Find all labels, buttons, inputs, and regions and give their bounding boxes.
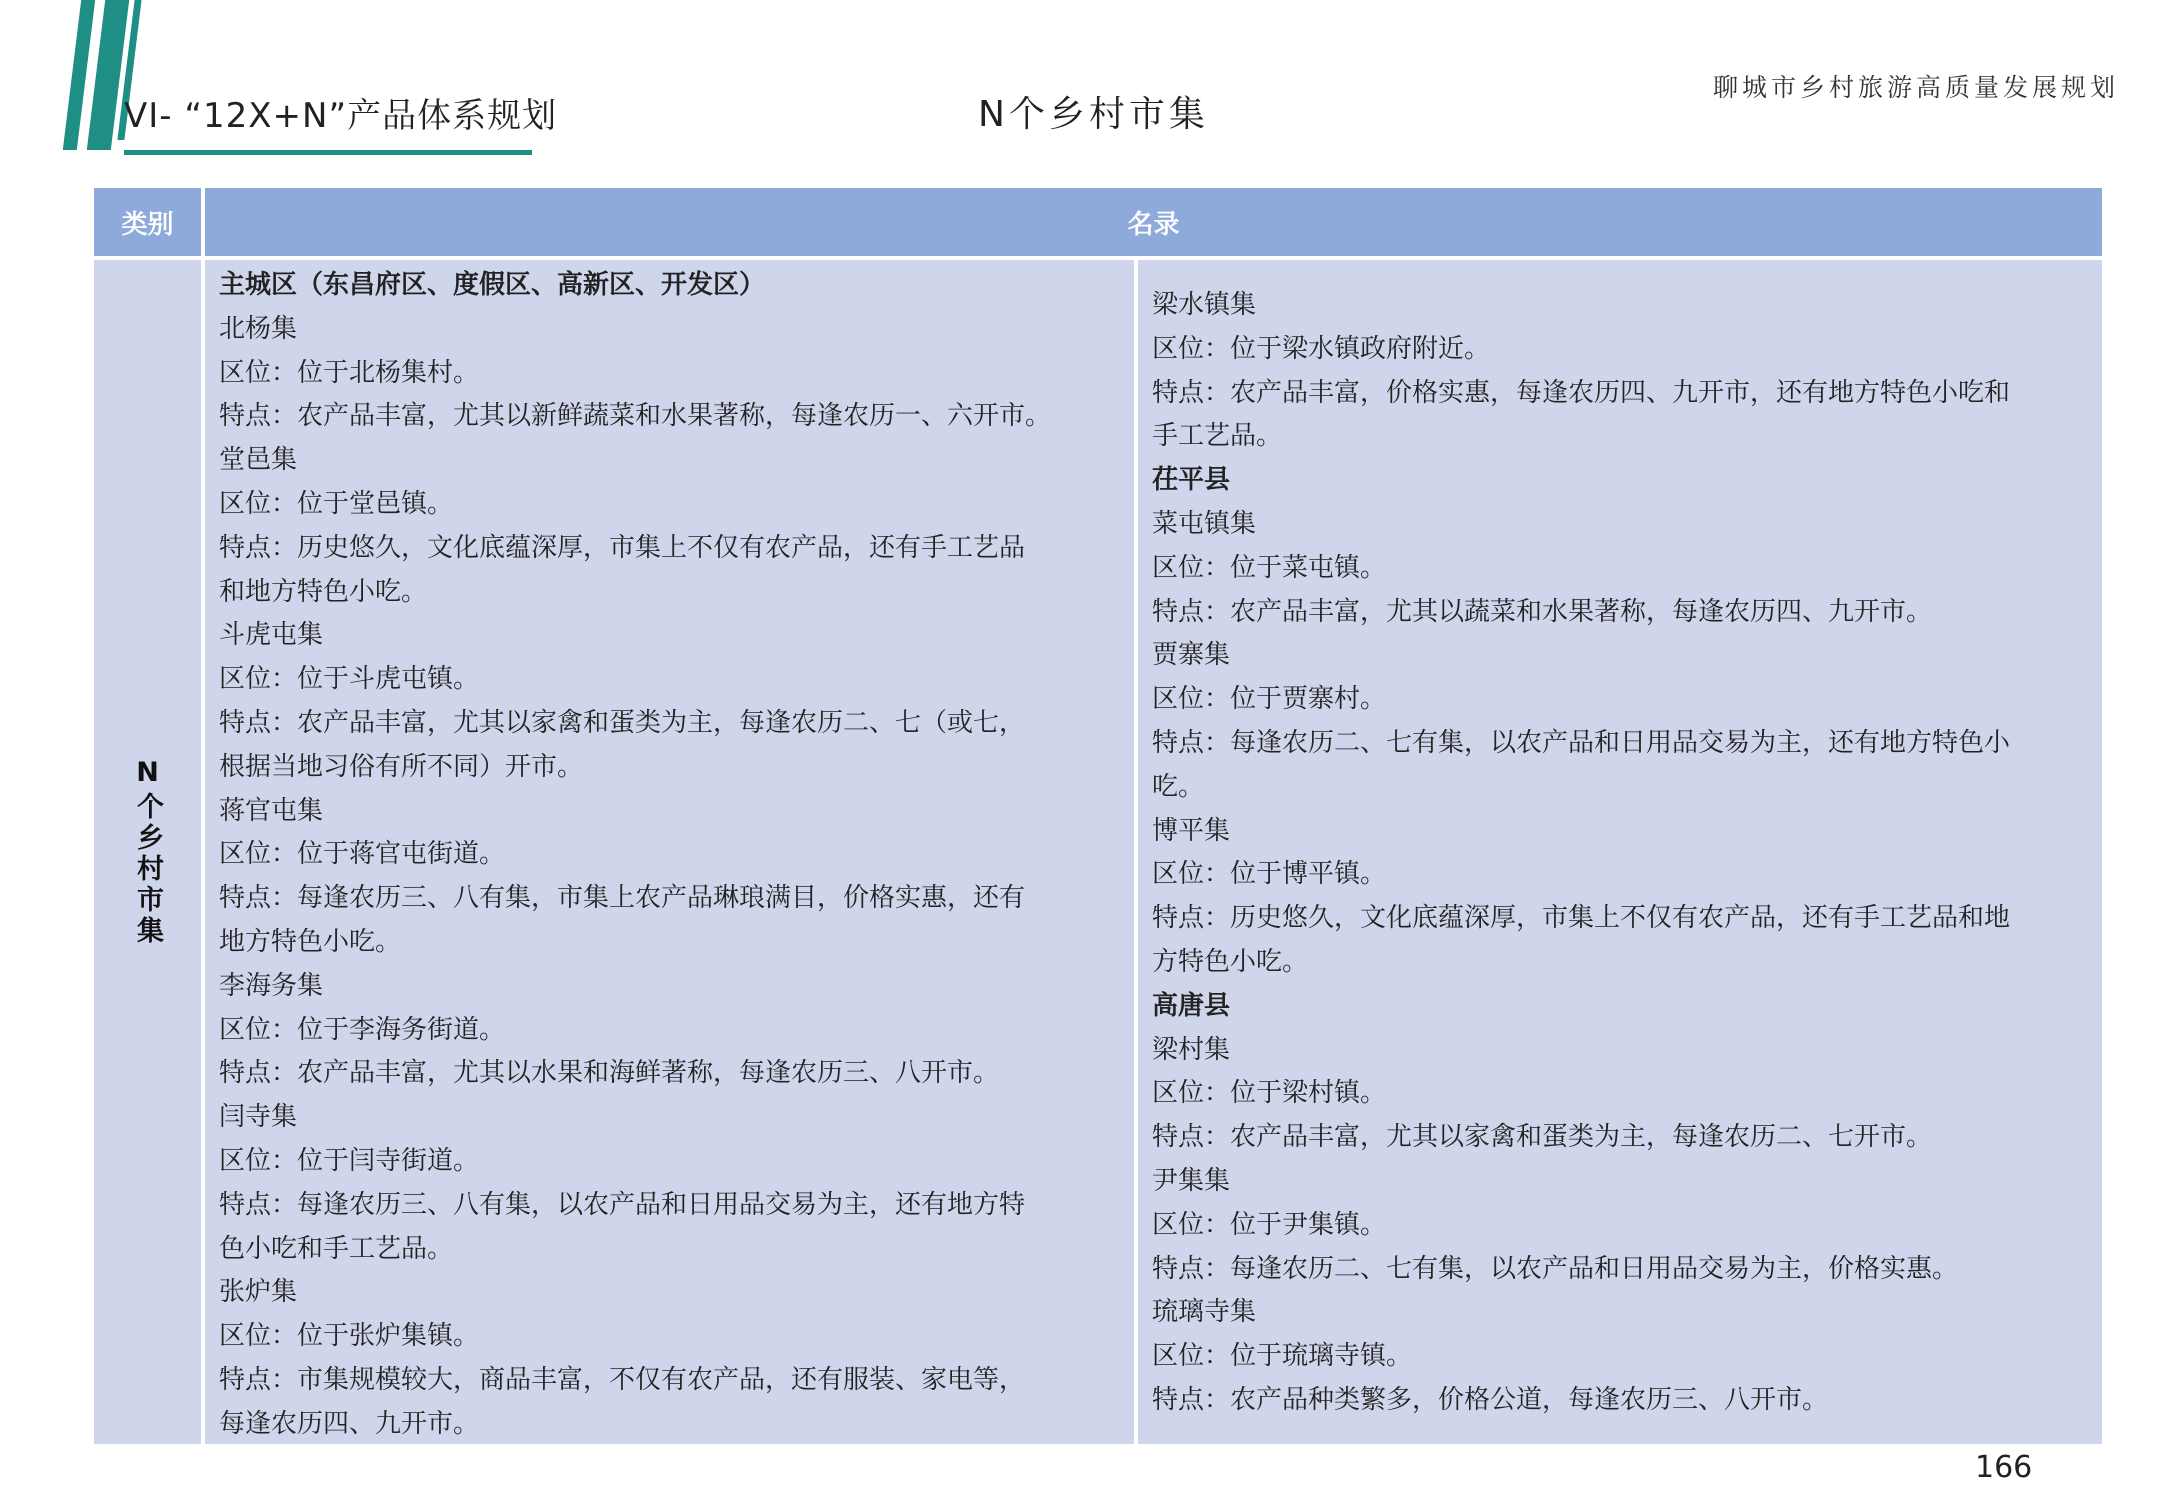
- list-item: 色小吃和手工艺品。: [219, 1233, 454, 1264]
- list-item: 每逢农历四、九开市。: [219, 1408, 480, 1439]
- list-item: 梁水镇集: [1152, 290, 1257, 320]
- market-table: [94, 188, 2102, 1444]
- list-item: 地方特色小吃。: [219, 926, 402, 957]
- list-item: 区位：位于闫寺街道。: [219, 1145, 480, 1176]
- list-item: 特点：每逢农历三、八有集，以农产品和日用品交易为主，还有地方特: [219, 1189, 1026, 1220]
- document-title: 聊城市乡村旅游高质量发展规划: [1712, 73, 2119, 102]
- list-item: 区位：位于菜屯镇。: [1152, 552, 1387, 583]
- list-item: 特点：每逢农历二、七有集，以农产品和日用品交易为主，价格实惠。: [1152, 1253, 1959, 1284]
- list-item: 特点：农产品丰富，尤其以家禽和蛋类为主，每逢农历二、七（或七，: [219, 707, 1026, 738]
- header-category: 类别: [94, 188, 201, 256]
- list-item: 尹集集: [1152, 1165, 1231, 1196]
- list-item: 特点：每逢农历二、七有集，以农产品和日用品交易为主，还有地方特色小: [1152, 727, 2011, 758]
- region-heading: 高唐县: [1152, 990, 1231, 1021]
- list-item: 区位：位于梁村镇。: [1152, 1078, 1387, 1109]
- list-item: 闫寺集: [219, 1102, 298, 1133]
- list-item: 堂邑集: [219, 445, 298, 476]
- category-cell: [94, 260, 201, 1444]
- list-item: 菜屯镇集: [1152, 508, 1257, 539]
- list-item: 特点：农产品丰富，尤其以家禽和蛋类为主，每逢农历二、七开市。: [1152, 1122, 1933, 1153]
- list-item: 特点：历史悠久，文化底蕴深厚，市集上不仅有农产品，还有手工艺品: [219, 532, 1026, 563]
- list-item: 特点：农产品种类繁多，价格公道，每逢农历三、八开市。: [1152, 1384, 1829, 1415]
- region-heading: 茌平县: [1152, 465, 1231, 496]
- list-item: 博平集: [1152, 815, 1231, 846]
- list-item: 特点：市集规模较大，商品丰富，不仅有农产品，还有服装、家电等，: [219, 1364, 1026, 1395]
- list-item: 区位：位于北杨集村。: [219, 357, 480, 388]
- page-number: 166: [1975, 1450, 2033, 1485]
- list-item: 特点：农产品丰富，尤其以新鲜蔬菜和水果著称，每逢农历一、六开市。: [219, 401, 1052, 432]
- list-item: 梁村集: [1152, 1034, 1231, 1065]
- list-item: 斗虎屯集: [219, 620, 324, 651]
- list-item: 李海务集: [219, 970, 324, 1001]
- list-item: 和地方特色小吃。: [219, 576, 428, 607]
- list-item: 区位：位于李海务街道。: [219, 1014, 506, 1045]
- list-item: 区位：位于琉璃寺镇。: [1152, 1341, 1413, 1372]
- list-item: 区位：位于博平镇。: [1152, 859, 1387, 890]
- list-item: 特点：农产品丰富，尤其以蔬菜和水果著称，每逢农历四、九开市。: [1152, 596, 1933, 627]
- list-item: 区位：位于斗虎屯镇。: [219, 664, 480, 695]
- list-item: 贾寨集: [1152, 640, 1231, 671]
- table-header: [94, 188, 2102, 256]
- list-item: 区位：位于蒋官屯街道。: [219, 839, 506, 870]
- list-item: 北杨集: [219, 313, 298, 344]
- list-item: 区位：位于梁水镇政府附近。: [1152, 333, 1491, 364]
- category-label: N个乡村市集: [132, 757, 163, 947]
- list-item: 手工艺品。: [1152, 421, 1283, 452]
- list-item: 区位：位于尹集镇。: [1152, 1209, 1387, 1240]
- list-item: 吃。: [1152, 771, 1205, 802]
- region-heading: 主城区（东昌府区、度假区、高新区、开发区）: [219, 270, 766, 300]
- title-underline: [124, 150, 532, 155]
- list-item: 张炉集: [219, 1277, 298, 1308]
- list-item: 琉璃寺集: [1152, 1297, 1257, 1328]
- list-item: 方特色小吃。: [1152, 946, 1309, 977]
- list-item: 特点：农产品丰富，尤其以水果和海鲜著称，每逢农历三、八开市。: [219, 1058, 1000, 1089]
- list-item: 区位：位于贾寨村。: [1152, 684, 1387, 715]
- list-item: 根据当地习俗有所不同）开市。: [219, 751, 584, 782]
- table-body: [94, 260, 2102, 1444]
- list-item: 区位：位于张炉集镇。: [219, 1321, 480, 1352]
- list-column-left: [205, 260, 1134, 1444]
- list-item: 区位：位于堂邑镇。: [219, 488, 454, 519]
- list-item: 特点：每逢农历三、八有集，市集上农产品琳琅满目，价格实惠，还有: [219, 883, 1026, 914]
- page-title: N个乡村市集: [978, 94, 1209, 135]
- list-column-right: [1138, 260, 2102, 1444]
- list-item: 特点：历史悠久，文化底蕴深厚，市集上不仅有农产品，还有手工艺品和地: [1152, 903, 2011, 934]
- header-list: 名录: [205, 188, 2102, 256]
- section-title: VI- “12X+N”产品体系规划: [124, 96, 558, 136]
- list-item: 特点：农产品丰富，价格实惠，每逢农历四、九开市，还有地方特色小吃和: [1152, 377, 2011, 408]
- list-item: 蒋官屯集: [219, 795, 324, 826]
